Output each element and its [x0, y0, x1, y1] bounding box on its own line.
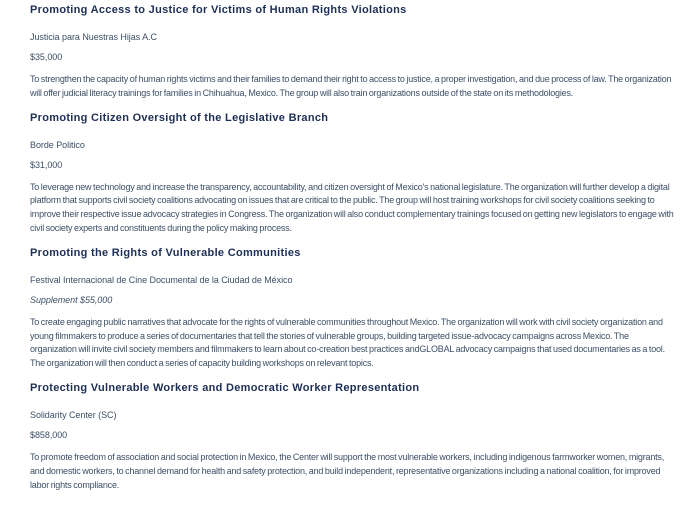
grant-description: To create engaging public narratives that advocate for the rights of vulnerable communities throughout Mexico. The organization will work with civil society organization and young filmmakers to produce a series of documentaries that tell the stories of vulnerable groups, building targeted issue-advocacy campaigns across Mexico. The organization will invite civil society members and filmmakers to learn about co-creation best practices andGLOBAL advocacy campaigns that used documentaries as a tool. The organization will then conduct a series of capacity building workshops on relevant topics. [30, 316, 665, 369]
grant-organization: Solidarity Center (SC) [30, 409, 117, 420]
grant-entry [30, 112, 675, 236]
grant-title: Protecting Vulnerable Workers and Democratic Worker Representation [30, 381, 420, 394]
grant-description: To promote freedom of association and social protection in Mexico, the Center will support the most vulnerable workers, including indigenous farmworker women, migrants, and domestic workers, to channel demand for health and safety protection, and build independent, representative organizations including a national coalition, for improved labor rights compliance. [30, 451, 665, 490]
grant-organization: Festival Internacional de Cine Documental de la Ciudad de México [30, 274, 293, 285]
grant-amount-supplement: Supplement $55,000 [30, 294, 113, 305]
grant-description: To leverage new technology and increase the transparency, accountability, and citizen oversight of Mexico's national legislature. The organization will further develop a digital platform that supports civil society coalitions advocating on issues that are critical to the public. The group will host training workshops for civil society coalitions seeking to improve their respective issue advocacy strategies in Congress. The organization will also conduct complementary trainings focused on getting new legislators to engage with civil society experts and constituents during the policy making process. [30, 181, 674, 233]
grant-entry [30, 382, 675, 492]
grant-entry [30, 247, 675, 371]
grant-description: To strengthen the capacity of human rights victims and their families to demand their right to access to justice, a proper investigation, and due process of law. The organization will offer judicial literacy trainings for families in Chihuahua, Mexico. The group will also train organizations outside of the state on its methodologies. [30, 74, 672, 98]
grant-title: Promoting Access to Justice for Victims of Human Rights Violations [30, 4, 407, 16]
grant-amount: $31,000 [30, 159, 63, 170]
grant-organization: Borde Politico [30, 139, 85, 150]
grant-title: Promoting the Rights of Vulnerable Communities [30, 246, 301, 259]
grant-title: Promoting Citizen Oversight of the Legislative Branch [30, 111, 329, 124]
grant-entry [30, 4, 675, 101]
grant-amount: $858,000 [30, 429, 68, 440]
grant-organization: Justicia para Nuestras Hijas A.C [30, 32, 157, 42]
grant-amount: $35,000 [30, 52, 63, 62]
